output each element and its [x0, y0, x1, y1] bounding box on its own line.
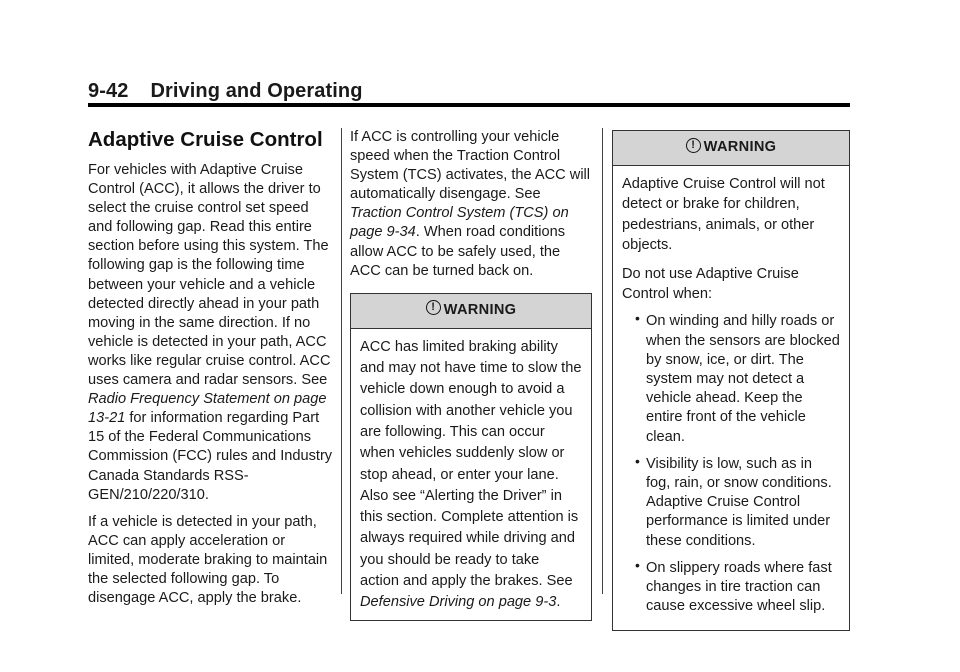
intro-paragraph	[88, 161, 334, 505]
warning-icon: !	[426, 300, 441, 315]
list-item	[635, 556, 840, 617]
list-item-text: On slippery roads where fast changes in tire traction can cause excessive wheel slip.	[646, 559, 832, 615]
warning-detection-text: Adaptive Cruise Control will not detect or brake for children, pedestrians, animals, or other objects.	[622, 176, 825, 254]
acceleration-paragraph: If a vehicle is detected in your path, ACC can apply acceleration or limited, moderate braking to maintain the selected following gap. To disengage ACC, apply the brake.	[88, 513, 328, 607]
intro-tail: for information regarding Part 15 of the Federal Communications Commission (FCC) rules and Industry Canada Standards RSS-GEN/210/220/310.	[88, 410, 333, 503]
warning-usage-text: Do not use Adaptive Cruise Control when:	[622, 265, 799, 303]
list-item	[635, 452, 840, 551]
tcs-link[interactable]: Traction Control System (TCS) on page 9-34	[350, 205, 569, 241]
intro-text: For vehicles with Adaptive Cruise Control (ACC), it allows the driver to select the cruise control set speed and following gap. Read this entire section before using this system. The following gap is the following time between your vehicle and a vehicle detected directly ahead in your path moving in the same direction. If no vehicle is detected in your path, ACC works like regular cruise control. ACC uses camera and radar sensors. See	[88, 162, 331, 389]
list-item-text: Visibility is low, such as in fog, rain, or snow conditions. Adaptive Cruise Control performance is limited under these conditions.	[646, 455, 832, 549]
page-header	[88, 80, 850, 103]
list-item	[635, 310, 840, 446]
warning-box-braking	[350, 293, 592, 621]
warning-box-conditions	[612, 130, 850, 631]
list-item-text: On winding and hilly roads or when the sensors are blocked by snow, ice, or dirt. The system may not detect a vehicle ahead. Keep the entire front of the vehicle clean.	[646, 313, 840, 445]
warning-icon: !	[686, 138, 701, 153]
warning-text: ACC has limited braking ability and may not have time to slow the vehicle down enough to avoid a collision with another vehicle you are following. This can occur when vehicles suddenly slow or stop ahead, or enter your lane. Also see “Alerting the Driver” in this section. Complete attention is always required while driving and you should be ready to take action and apply the brakes. See	[360, 338, 582, 590]
warning-body	[351, 329, 591, 620]
bullet-dot-icon: •	[635, 452, 640, 469]
page-number: 9-42	[88, 80, 129, 102]
warning-label: WARNING	[703, 139, 777, 156]
column-divider-2	[602, 128, 603, 594]
tcs-text: If ACC is controlling your vehicle speed when the Traction Control System (TCS) activates, the ACC will automatically disengage. See	[350, 129, 591, 203]
warning-label: WARNING	[443, 302, 517, 319]
column-2	[350, 128, 592, 621]
header-rule	[88, 103, 850, 107]
warning-body	[613, 166, 849, 630]
conditions-list	[622, 312, 840, 616]
section-title: Adaptive Cruise Control	[88, 128, 323, 151]
column-3	[612, 130, 850, 631]
bullet-dot-icon: •	[635, 310, 640, 327]
chapter-title: Driving and Operating	[150, 80, 363, 102]
warning-tail: .	[556, 594, 561, 611]
column-divider-1	[341, 128, 342, 594]
column-1	[88, 128, 334, 616]
tcs-paragraph	[350, 128, 592, 281]
warning-header	[351, 294, 591, 329]
defensive-driving-link[interactable]: Defensive Driving on page 9-3	[360, 594, 557, 611]
bullet-dot-icon: •	[635, 556, 640, 573]
tcs-tail: . When road conditions allow ACC to be safely used, the ACC can be turned back on.	[350, 224, 565, 279]
warning-header	[613, 131, 849, 166]
radio-frequency-link[interactable]: Radio Frequency Statement on page 13-21	[88, 391, 327, 427]
